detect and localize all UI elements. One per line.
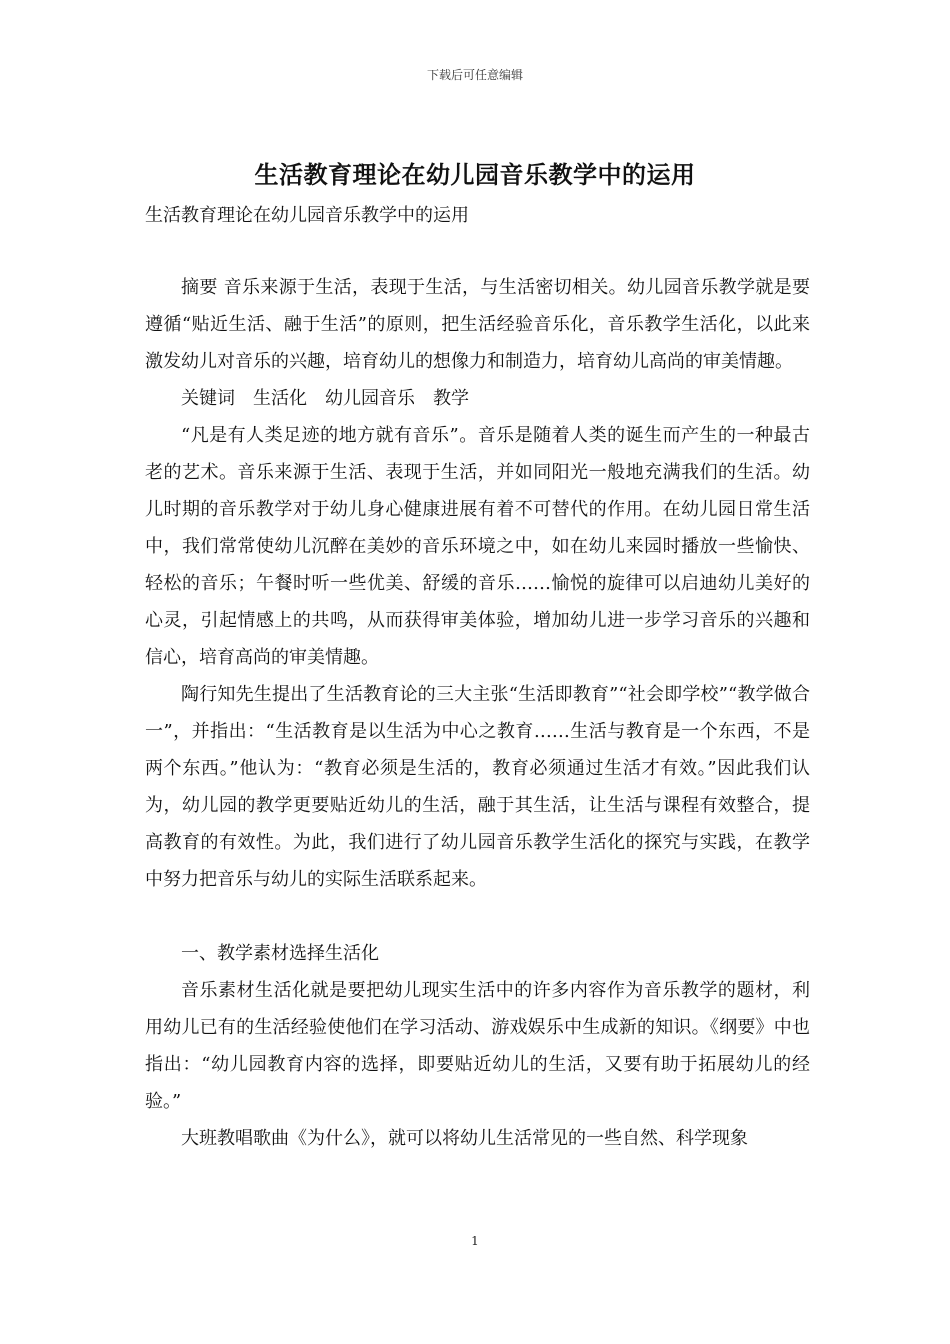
keywords-line: 关键词 生活化 幼儿园音乐 教学 [181,388,469,409]
section-heading: 一、教学素材选择生活化 [181,943,379,964]
page-number: 1 [471,1234,479,1248]
body-paragraph: “凡是有人类足迹的地方就有音乐”。音乐是随着人类的诞生而产生的一种最古老的艺术。音乐来源于生活、表现于生活，并如同阳光一般地充满我们的生活。幼儿时期的音乐教学对于幼儿身心健康进展有着不可替代的作用。在幼儿园日常生活中，我们常常使幼儿沉醉在美妙的音乐环境之中，如在幼儿来园时播放一些愉快、轻松的音乐；午餐时听一些优美、舒缓的音乐……愉悦的旋律可以启迪幼儿美好的心灵，引起情感上的共鸣，从而获得审美体验，增加幼儿进一步学习音乐的兴趣和信心，培育高尚的审美情趣。 [145,425,810,668]
document-body [145,269,810,1157]
body-paragraph: 陶行知先生提出了生活教育论的三大主张“生活即教育”“社会即学校”“教学做合一”，并指出：“生活教育是以生活为中心之教育……生活与教育是一个东西，不是两个东西。”他认为：“教育必须是生活的，教育必须通过生活才有效。”因此我们认为，幼儿园的教学更要贴近幼儿的生活，融于其生活，让生活与课程有效整合，提高教育的有效性。为此，我们进行了幼儿园音乐教学生活化的探究与实践，在教学中努力把音乐与幼儿的实际生活联系起来。 [145,684,810,890]
abstract-paragraph: 摘要 音乐来源于生活，表现于生活，与生活密切相关。幼儿园音乐教学就是要遵循“贴近生活、融于生活”的原则，把生活经验音乐化，音乐教学生活化，以此来激发幼儿对音乐的兴趣，培育幼儿的想像力和制造力，培育幼儿高尚的审美情趣。 [145,277,810,372]
section-paragraph: 音乐素材生活化就是要把幼儿现实生活中的许多内容作为音乐教学的题材，利用幼儿已有的生活经验使他们在学习活动、游戏娱乐中生成新的知识。《纲要》中也指出：“幼儿园教育内容的选择，即要贴近幼儿的生活，又要有助于拓展幼儿的经验。” [145,980,810,1112]
paragraph-spacer [145,898,810,935]
page-header-note: 下载后可任意编辑 [426,68,523,82]
document-subtitle: 生活教育理论在幼儿园音乐教学中的运用 [145,205,469,226]
document-title: 生活教育理论在幼儿园音乐教学中的运用 [254,160,696,189]
section-paragraph: 大班教唱歌曲《为什么》，就可以将幼儿生活常见的一些自然、科学现象 [181,1128,748,1149]
